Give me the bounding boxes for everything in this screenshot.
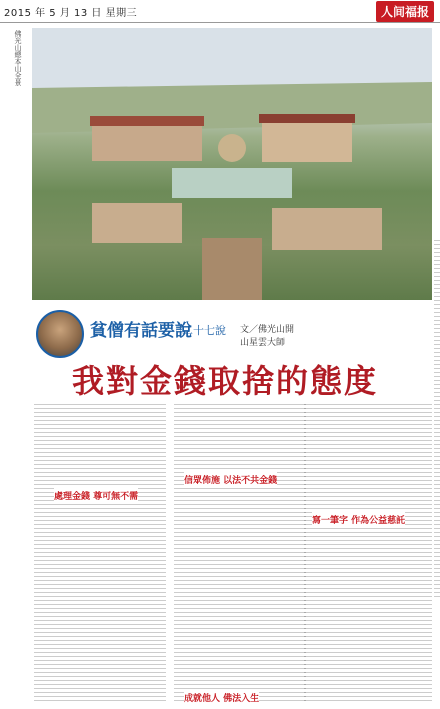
portrait-icon: [36, 310, 84, 358]
article-column-3: [304, 404, 432, 704]
article-column-2: [174, 404, 306, 704]
body-text-block: [304, 404, 432, 704]
body-text-block: [34, 404, 166, 704]
section-heading: 信眾佈施 以法不共金錢: [184, 472, 277, 487]
photo-caption: 佛光山總本山全景: [14, 30, 22, 86]
masthead-logo: 人间福报: [376, 1, 434, 22]
article-column-1: [34, 404, 166, 704]
article-title: 我對金錢取捨的態度: [71, 362, 378, 400]
byline: 文／佛光山開山星雲大師: [240, 325, 295, 348]
section-heading: 成就他人 佛法入生: [184, 690, 259, 705]
monastery-photo: [32, 28, 432, 300]
page-header: [0, 0, 440, 23]
adjacent-page-edge: [434, 240, 440, 600]
column-header: [34, 308, 294, 350]
issue-date: 2015 年 5 月 13 日 星期三: [4, 8, 138, 19]
section-heading: 寫一筆字 作為公益慈託: [312, 512, 405, 527]
body-text-block: [174, 404, 306, 704]
section-heading: 處理金錢 尊可無不需: [54, 488, 138, 503]
column-name: 貧僧有話要說: [90, 321, 192, 341]
column-index: 二十七說: [182, 324, 226, 337]
monastery-illustration: [32, 28, 432, 300]
